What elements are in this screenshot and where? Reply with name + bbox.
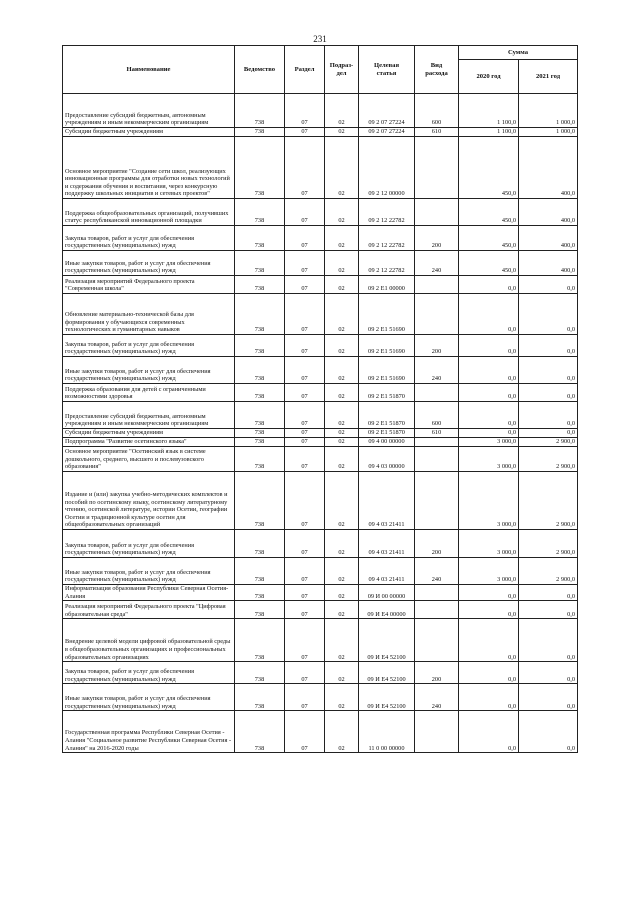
cell-name: Подпрограмма "Развитие осетинского языка" xyxy=(63,438,235,447)
cell-name: Основное мероприятие "Создание сети школ, реализующих инновационные программы для отработки новых технологий и содержания обучения и воспитания, через конкурсную поддержку школьных инициатив и сетевых проектов" xyxy=(63,137,235,199)
cell-expense-type xyxy=(415,137,459,199)
cell-name: Субсидии бюджетным учреждениям xyxy=(63,429,235,438)
cell-department: 738 xyxy=(235,276,285,294)
cell-2021: 0,0 xyxy=(519,662,578,684)
cell-department: 738 xyxy=(235,662,285,684)
cell-section: 07 xyxy=(285,335,325,357)
cell-section: 07 xyxy=(285,558,325,585)
cell-department: 738 xyxy=(235,226,285,251)
cell-target: 09 И Е4 00000 xyxy=(359,601,415,619)
table-row xyxy=(63,335,578,357)
cell-department: 738 xyxy=(235,357,285,384)
cell-subsection: 02 xyxy=(325,402,359,429)
cell-section: 07 xyxy=(285,251,325,276)
cell-section: 07 xyxy=(285,711,325,753)
cell-name: Иные закупки товаров, работ и услуг для обеспечения государственных (муниципальных) нужд xyxy=(63,357,235,384)
cell-department: 738 xyxy=(235,137,285,199)
cell-name: Закупка товаров, работ и услуг для обеспечения государственных (муниципальных) нужд xyxy=(63,335,235,357)
cell-expense-type: 240 xyxy=(415,357,459,384)
cell-2020: 450,0 xyxy=(459,226,519,251)
cell-2021: 0,0 xyxy=(519,402,578,429)
cell-expense-type xyxy=(415,276,459,294)
cell-department: 738 xyxy=(235,601,285,619)
cell-subsection: 02 xyxy=(325,472,359,530)
table-row xyxy=(63,251,578,276)
cell-expense-type xyxy=(415,384,459,402)
cell-expense-type: 240 xyxy=(415,251,459,276)
cell-subsection: 02 xyxy=(325,558,359,585)
cell-section: 07 xyxy=(285,447,325,472)
cell-subsection: 02 xyxy=(325,251,359,276)
cell-name: Реализация мероприятий Федерального проекта "Цифровая образовательная среда" xyxy=(63,601,235,619)
cell-2021: 400,0 xyxy=(519,137,578,199)
cell-2021: 0,0 xyxy=(519,335,578,357)
cell-target: 09 4 03 00000 xyxy=(359,447,415,472)
cell-expense-type: 200 xyxy=(415,335,459,357)
header-section: Раздел xyxy=(285,46,325,94)
cell-target: 09 4 03 21411 xyxy=(359,530,415,558)
cell-expense-type: 610 xyxy=(415,429,459,438)
table-row xyxy=(63,226,578,251)
cell-2020: 0,0 xyxy=(459,276,519,294)
cell-department: 738 xyxy=(235,472,285,530)
cell-subsection: 02 xyxy=(325,335,359,357)
cell-section: 07 xyxy=(285,276,325,294)
cell-name: Реализация мероприятий Федерального проекта "Современная школа" xyxy=(63,276,235,294)
header-subsection: Подраз- дел xyxy=(325,46,359,94)
cell-2020: 0,0 xyxy=(459,711,519,753)
cell-expense-type xyxy=(415,472,459,530)
cell-subsection: 02 xyxy=(325,137,359,199)
cell-section: 07 xyxy=(285,429,325,438)
cell-subsection: 02 xyxy=(325,711,359,753)
cell-2020: 3 000,0 xyxy=(459,447,519,472)
budget-table xyxy=(62,45,578,753)
cell-2021: 400,0 xyxy=(519,226,578,251)
cell-subsection: 02 xyxy=(325,199,359,226)
cell-2021: 0,0 xyxy=(519,619,578,662)
cell-subsection: 02 xyxy=(325,684,359,711)
page-number: 231 xyxy=(313,34,327,44)
table-row xyxy=(63,429,578,438)
table-row xyxy=(63,558,578,585)
cell-department: 738 xyxy=(235,384,285,402)
cell-name: Информатизация образования Республики Северная Осетия-Алания xyxy=(63,585,235,601)
cell-expense-type xyxy=(415,711,459,753)
cell-2021: 0,0 xyxy=(519,429,578,438)
cell-2021: 0,0 xyxy=(519,601,578,619)
table-row xyxy=(63,128,578,137)
cell-section: 07 xyxy=(285,384,325,402)
cell-section: 07 xyxy=(285,226,325,251)
table-row xyxy=(63,94,578,128)
cell-target: 09 2 12 00000 xyxy=(359,137,415,199)
cell-2020: 450,0 xyxy=(459,137,519,199)
cell-department: 738 xyxy=(235,335,285,357)
cell-name: Поддержка образования для детей с ограниченными возможностями здоровья xyxy=(63,384,235,402)
cell-target: 09 И Е4 52100 xyxy=(359,619,415,662)
cell-target: 09 2 E1 51690 xyxy=(359,335,415,357)
cell-2020: 0,0 xyxy=(459,585,519,601)
cell-target: 09 2 E1 00000 xyxy=(359,276,415,294)
cell-section: 07 xyxy=(285,662,325,684)
table-row xyxy=(63,585,578,601)
cell-2020: 1 100,0 xyxy=(459,128,519,137)
cell-2020: 0,0 xyxy=(459,601,519,619)
cell-2020: 0,0 xyxy=(459,429,519,438)
cell-2020: 0,0 xyxy=(459,402,519,429)
cell-subsection: 02 xyxy=(325,384,359,402)
cell-section: 07 xyxy=(285,357,325,384)
cell-2021: 2 900,0 xyxy=(519,530,578,558)
cell-expense-type xyxy=(415,585,459,601)
cell-expense-type xyxy=(415,199,459,226)
cell-department: 738 xyxy=(235,429,285,438)
cell-name: Внедрение целевой модели цифровой образовательной среды в общеобразовательных организациях и профессиональных образовательных организациях xyxy=(63,619,235,662)
cell-2021: 2 900,0 xyxy=(519,558,578,585)
cell-2021: 1 000,0 xyxy=(519,128,578,137)
cell-expense-type: 240 xyxy=(415,558,459,585)
cell-target: 11 0 00 00000 xyxy=(359,711,415,753)
cell-2021: 0,0 xyxy=(519,294,578,335)
cell-2021: 2 900,0 xyxy=(519,472,578,530)
cell-section: 07 xyxy=(285,128,325,137)
cell-2020: 0,0 xyxy=(459,684,519,711)
cell-department: 738 xyxy=(235,438,285,447)
cell-expense-type xyxy=(415,619,459,662)
cell-section: 07 xyxy=(285,402,325,429)
cell-expense-type: 200 xyxy=(415,530,459,558)
cell-2021: 2 900,0 xyxy=(519,447,578,472)
header-department: Ведомство xyxy=(235,46,285,94)
cell-section: 07 xyxy=(285,472,325,530)
cell-name: Обновление материально-технической базы для формирования у обучающихся современных технологических и гуманитарных навыков xyxy=(63,294,235,335)
table-row xyxy=(63,438,578,447)
table-row xyxy=(63,530,578,558)
cell-2021: 0,0 xyxy=(519,384,578,402)
cell-2021: 0,0 xyxy=(519,276,578,294)
cell-expense-type: 610 xyxy=(415,128,459,137)
cell-name: Поддержка общеобразовательных организаций, получивших статус республиканской инновационной площадки xyxy=(63,199,235,226)
table-row xyxy=(63,384,578,402)
table-row xyxy=(63,619,578,662)
cell-2020: 0,0 xyxy=(459,294,519,335)
cell-subsection: 02 xyxy=(325,530,359,558)
cell-target: 09 2 07 27224 xyxy=(359,94,415,128)
cell-target: 09 2 07 27224 xyxy=(359,128,415,137)
cell-expense-type: 240 xyxy=(415,684,459,711)
cell-department: 738 xyxy=(235,402,285,429)
cell-section: 07 xyxy=(285,94,325,128)
cell-target: 09 2 E1 51690 xyxy=(359,294,415,335)
cell-subsection: 02 xyxy=(325,447,359,472)
cell-target: 09 И Е4 52100 xyxy=(359,684,415,711)
cell-section: 07 xyxy=(285,438,325,447)
cell-2020: 3 000,0 xyxy=(459,472,519,530)
header-2020: 2020 год xyxy=(459,60,519,94)
table-row xyxy=(63,402,578,429)
cell-department: 738 xyxy=(235,128,285,137)
table-row xyxy=(63,294,578,335)
cell-2021: 0,0 xyxy=(519,684,578,711)
cell-2020: 450,0 xyxy=(459,199,519,226)
cell-2021: 0,0 xyxy=(519,357,578,384)
cell-name: Основное мероприятие "Осетинский язык в системе дошкольного, среднего, высшего и послевузовского образования" xyxy=(63,447,235,472)
cell-name: Государственная программа Республики Северная Осетия - Алания "Социальное развитие Республики Северная Осетия - Алания" на 2016-2020 годы xyxy=(63,711,235,753)
table-row xyxy=(63,137,578,199)
cell-subsection: 02 xyxy=(325,357,359,384)
cell-section: 07 xyxy=(285,619,325,662)
cell-department: 738 xyxy=(235,530,285,558)
cell-department: 738 xyxy=(235,619,285,662)
table-row xyxy=(63,684,578,711)
cell-section: 07 xyxy=(285,294,325,335)
cell-subsection: 02 xyxy=(325,662,359,684)
cell-department: 738 xyxy=(235,447,285,472)
cell-subsection: 02 xyxy=(325,226,359,251)
cell-target: 09 2 E1 51690 xyxy=(359,357,415,384)
cell-section: 07 xyxy=(285,585,325,601)
cell-name: Издание и (или) закупка учебно-методических комплектов и пособий по осетинскому языку, осетинскому литературному чтению, осетинской литературе, истории Осетии, географии Осетии и традиционной культуре осетин для общеобразовательных организаций xyxy=(63,472,235,530)
cell-name: Закупка товаров, работ и услуг для обеспечения государственных (муниципальных) нужд xyxy=(63,226,235,251)
cell-2020: 3 000,0 xyxy=(459,558,519,585)
cell-expense-type xyxy=(415,601,459,619)
cell-subsection: 02 xyxy=(325,128,359,137)
cell-section: 07 xyxy=(285,137,325,199)
cell-department: 738 xyxy=(235,251,285,276)
cell-2020: 0,0 xyxy=(459,384,519,402)
table-row xyxy=(63,601,578,619)
cell-target: 09 2 12 22782 xyxy=(359,199,415,226)
cell-name: Предоставление субсидий бюджетным, автономным учреждениям и иным некоммерческим организациям xyxy=(63,94,235,128)
cell-department: 738 xyxy=(235,558,285,585)
table-row xyxy=(63,662,578,684)
cell-department: 738 xyxy=(235,94,285,128)
cell-subsection: 02 xyxy=(325,585,359,601)
cell-name: Субсидии бюджетным учреждениям xyxy=(63,128,235,137)
header-expense-type: Вид расхода xyxy=(415,46,459,94)
cell-target: 09 4 03 21411 xyxy=(359,558,415,585)
cell-2020: 3 000,0 xyxy=(459,530,519,558)
cell-2020: 1 100,0 xyxy=(459,94,519,128)
cell-2020: 0,0 xyxy=(459,662,519,684)
cell-target: 09 2 E1 51870 xyxy=(359,429,415,438)
cell-department: 738 xyxy=(235,711,285,753)
cell-expense-type xyxy=(415,294,459,335)
cell-subsection: 02 xyxy=(325,294,359,335)
cell-2020: 0,0 xyxy=(459,357,519,384)
cell-target: 09 2 12 22782 xyxy=(359,226,415,251)
header-sum: Сумма xyxy=(459,46,578,60)
table-row xyxy=(63,447,578,472)
cell-name: Предоставление субсидий бюджетным, автономным учреждениям и иным некоммерческим организациям xyxy=(63,402,235,429)
cell-expense-type xyxy=(415,447,459,472)
cell-name: Иные закупки товаров, работ и услуг для обеспечения государственных (муниципальных) нужд xyxy=(63,251,235,276)
cell-section: 07 xyxy=(285,199,325,226)
cell-name: Иные закупки товаров, работ и услуг для обеспечения государственных (муниципальных) нужд xyxy=(63,558,235,585)
cell-target: 09 4 03 21411 xyxy=(359,472,415,530)
cell-name: Закупка товаров, работ и услуг для обеспечения государственных (муниципальных) нужд xyxy=(63,530,235,558)
header-name: Наименование xyxy=(63,46,235,94)
cell-subsection: 02 xyxy=(325,619,359,662)
cell-2021: 400,0 xyxy=(519,199,578,226)
cell-target: 09 2 E1 51870 xyxy=(359,402,415,429)
cell-subsection: 02 xyxy=(325,429,359,438)
table-body xyxy=(63,94,578,753)
cell-expense-type: 200 xyxy=(415,226,459,251)
header-target: Целевая статья xyxy=(359,46,415,94)
cell-department: 738 xyxy=(235,294,285,335)
table-row xyxy=(63,199,578,226)
table-row xyxy=(63,711,578,753)
cell-2020: 0,0 xyxy=(459,335,519,357)
cell-expense-type: 200 xyxy=(415,662,459,684)
cell-2021: 0,0 xyxy=(519,711,578,753)
cell-section: 07 xyxy=(285,530,325,558)
cell-section: 07 xyxy=(285,601,325,619)
cell-section: 07 xyxy=(285,684,325,711)
header-2021: 2021 год xyxy=(519,60,578,94)
cell-name: Иные закупки товаров, работ и услуг для обеспечения государственных (муниципальных) нужд xyxy=(63,684,235,711)
cell-subsection: 02 xyxy=(325,438,359,447)
cell-target: 09 И Е4 52100 xyxy=(359,662,415,684)
cell-target: 09 4 00 00000 xyxy=(359,438,415,447)
cell-department: 738 xyxy=(235,585,285,601)
cell-target: 09 2 12 22782 xyxy=(359,251,415,276)
cell-target: 09 И 00 00000 xyxy=(359,585,415,601)
cell-department: 738 xyxy=(235,199,285,226)
cell-2021: 2 900,0 xyxy=(519,438,578,447)
table-row xyxy=(63,276,578,294)
cell-2020: 450,0 xyxy=(459,251,519,276)
table-row xyxy=(63,472,578,530)
cell-2021: 400,0 xyxy=(519,251,578,276)
cell-target: 09 2 E1 51870 xyxy=(359,384,415,402)
cell-subsection: 02 xyxy=(325,276,359,294)
cell-subsection: 02 xyxy=(325,601,359,619)
cell-subsection: 02 xyxy=(325,94,359,128)
cell-expense-type xyxy=(415,438,459,447)
cell-2020: 0,0 xyxy=(459,619,519,662)
cell-expense-type: 600 xyxy=(415,94,459,128)
cell-department: 738 xyxy=(235,684,285,711)
table-row xyxy=(63,357,578,384)
cell-2021: 0,0 xyxy=(519,585,578,601)
cell-2020: 3 000,0 xyxy=(459,438,519,447)
cell-2021: 1 000,0 xyxy=(519,94,578,128)
cell-name: Закупка товаров, работ и услуг для обеспечения государственных (муниципальных) нужд xyxy=(63,662,235,684)
cell-expense-type: 600 xyxy=(415,402,459,429)
